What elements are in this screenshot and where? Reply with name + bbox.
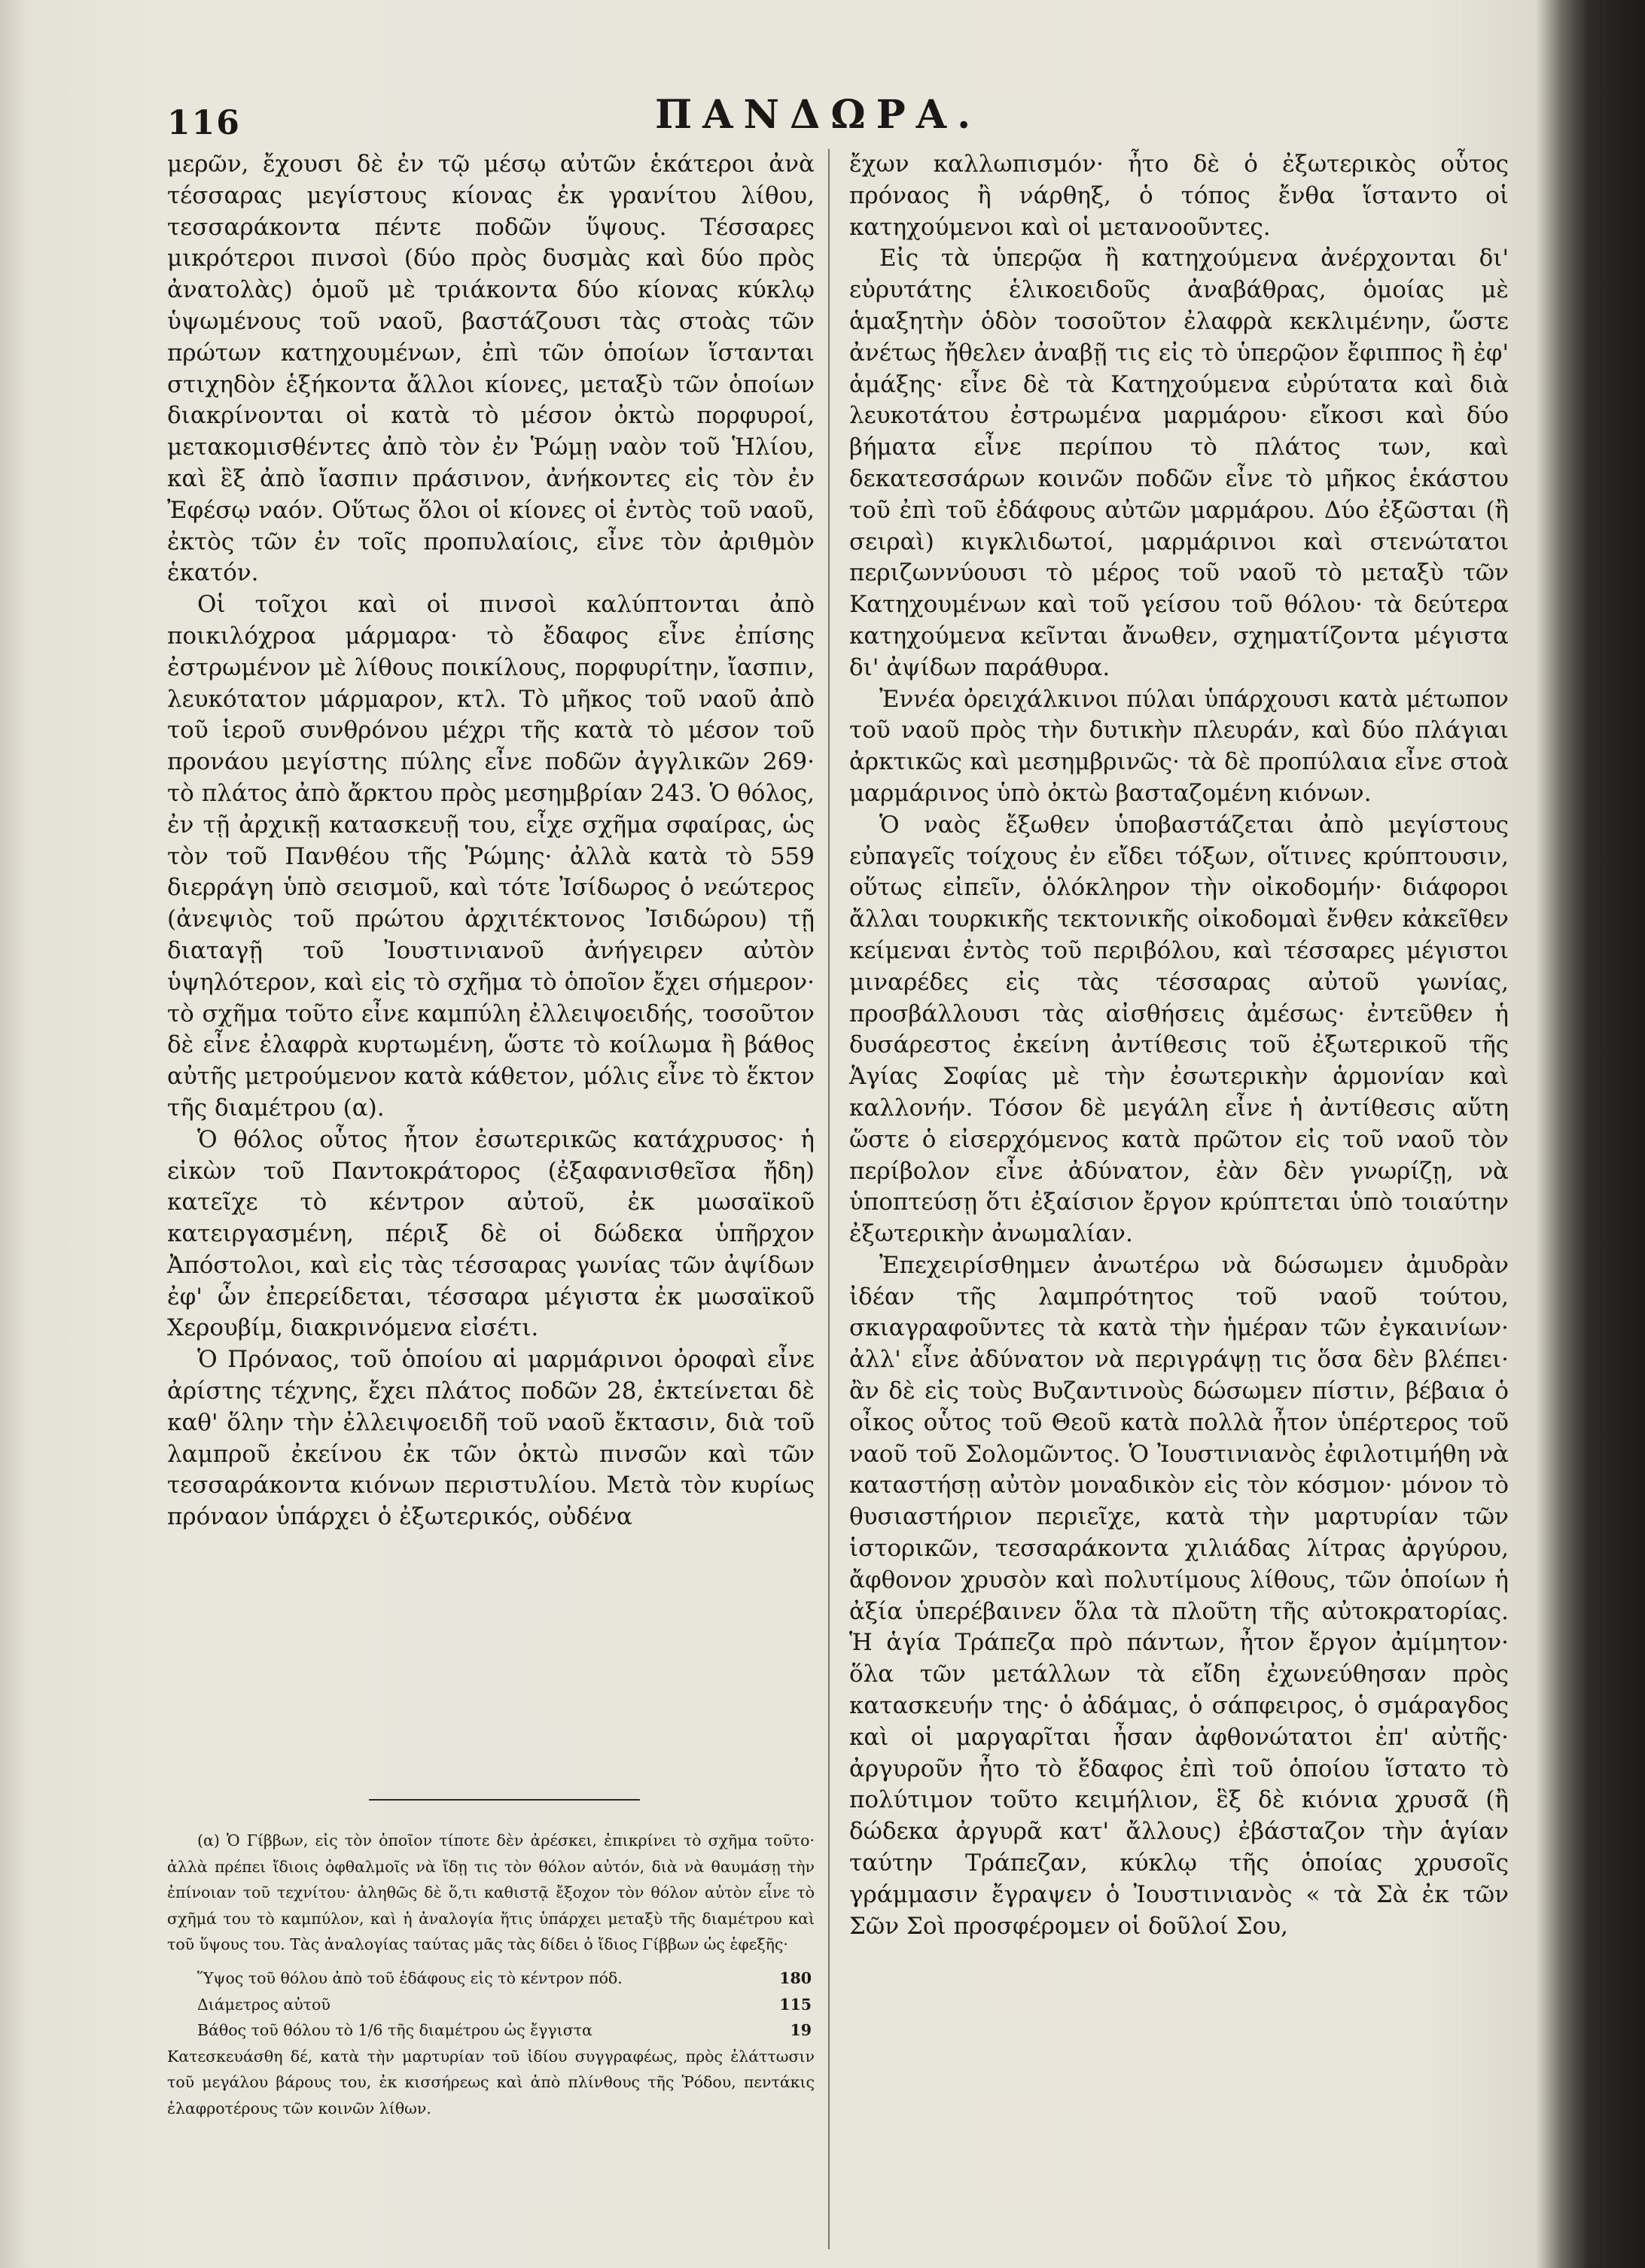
left-column — [167, 149, 815, 1533]
footnote-closing: Κατεσκευάσθη δέ, κατὰ τὴν μαρτυρίαν τοῦ ἰδίου συγγραφέως, πρὸς ἐλάττωσιν τοῦ μεγάλου βάρους του, ἐκ κισσήρεως καὶ ἀπὸ πλίνθους τῆς Ῥόδου, πεντάκις ἐλαφροτέρους τῶν κοινῶν λίθων. — [167, 2047, 815, 2117]
left-paragraph-2: Οἱ τοῖχοι καὶ οἱ πινσοὶ καλύπτονται ἀπὸ ποικιλόχροα μάρμαρα· τὸ ἔδαφος εἶνε ἐπίσης ἐστρωμένον μὲ λίθους ποικίλους, πορφυρίτην, ἴασπιν, λευκότατον μάρμαρον, κτλ. Τὸ μῆκος τοῦ ναοῦ ἀπὸ τοῦ ἱεροῦ συνθρόνου μέχρι τῆς κατὰ τὸ μέσον τοῦ προνάου μεγίστης πύλης εἶνε ποδῶν ἀγγλικῶν 269· τὸ πλάτος ἀπὸ ἄρκτου πρὸς μεσημβρίαν 243. Ὁ θόλος, ἐν τῇ ἀρχικῇ κατασκευῇ του, εἶχε σχῆμα σφαίρας, ὡς τὸν τοῦ Πανθέου τῆς Ῥώμης· ἀλλὰ κατὰ τὸ 559 διερράγη ὑπὸ σεισμοῦ, καὶ τότε Ἰσίδωρος ὁ νεώτερος (ἀνεψιὸς τοῦ πρώτου ἀρχιτέκτονος Ἰσιδώρου) τῇ διαταγῇ τοῦ Ἰουστινιανοῦ ἀνήγειρεν αὐτὸν ὑψηλότερον, καὶ εἰς τὸ σχῆμα τὸ ὁποῖον ἔχει σήμερον· τὸ σχῆμα τοῦτο εἶνε καμπύλη ἐλλειψοειδής, τοσοῦτον δὲ εἶνε ἐλαφρὰ κυρτωμένη, ὥστε τὸ κοίλωμα ἢ βάθος αὐτῆς μετρούμενον κατὰ κάθετον, μόλις εἶνε τὸ ἕκτον τῆς διαμέτρου (α). — [167, 591, 815, 1122]
left-paragraph-3: Ὁ θόλος οὗτος ἦτον ἐσωτερικῶς κατάχρυσος· ἡ εἰκὼν τοῦ Παντοκράτορος (ἐξαφανισθεῖσα ἤδη) κατεῖχε τὸ κέντρον αὐτοῦ, ἐκ μωσαϊκοῦ κατειργασμένη, πέριξ δὲ οἱ δώδεκα ὑπῆρχον Ἀπόστολοι, καὶ εἰς τὰς τέσσαρας γωνίας τῶν ἀψίδων ἐφ' ὧν ἐπερείδεται, τέσσαρα μέγιστα ἐκ μωσαϊκοῦ Χερουβίμ, διακρινόμενα εἰσέτι. — [167, 1125, 815, 1342]
right-paragraph-1: ἔχων καλλωπισμόν· ἦτο δὲ ὁ ἐξωτερικὸς οὗτος πρόναος ἢ νάρθηξ, ὁ τόπος ἔνθα ἵσταντο οἱ κατηχούμενοι καὶ οἱ μετανοοῦντες. — [849, 151, 1509, 241]
footnote-row-label: Διάμετρος αὐτοῦ — [197, 1995, 331, 2014]
footnote-text: (α) Ὁ Γίββων, εἰς τὸν ὁποῖον τίποτε δὲν ἀρέσκει, ἐπικρίνει τὸ σχῆμα τοῦτο· ἀλλὰ πρέπει ἴδιοις ὀφθαλμοῖς νὰ ἴδῃ τις τὸν θόλον αὐτόν, διὰ νὰ θαυμάσῃ τὴν ἐπίνοιαν τοῦ τεχνίτου· ἀληθῶς δὲ ὅ,τι καθιστᾷ ἔξοχον τὸν θόλον αὐτὸν εἶνε τὸ σχῆμά του τὸ καμπύλον, καὶ ἡ ἀναλογία ἥτις ὑπάρχει μεταξὺ τῆς διαμέτρου καὶ τοῦ ὕψους του. Τὰς ἀναλογίας ταύτας μᾶς τὰς δίδει ὁ ἴδιος Γίββων ὡς ἑφεξῆς· — [167, 1831, 815, 1954]
right-paragraph-4: Ὁ ναὸς ἔξωθεν ὑποβαστάζεται ἀπὸ μεγίστους εὐπαγεῖς τοίχους ἐν εἴδει τόξων, οἵτινες κρύπτουσιν, οὕτως εἰπεῖν, ὁλόκληρον τὴν οἰκοδομήν· διάφοροι ἄλλαι τουρκικῆς τεκτονικῆς οἰκοδομαὶ ἔνθεν κἀκεῖθεν κείμεναι ἐντὸς τοῦ περιβόλου, καὶ τέσσαρες μέγιστοι μιναρέδες εἰς τὰς τέσσαρας αὐτοῦ γωνίας, προσβάλλουσι τὰς αἰσθήσεις ἀμέσως· ἐντεῦθεν ἡ δυσάρεστος ἐκείνη ἀντίθεσις τοῦ ἐξωτερικοῦ τῆς Ἁγίας Σοφίας μὲ τὴν ἐσωτερικὴν ἁρμονίαν καὶ καλλονήν. Τόσον δὲ μεγάλη εἶνε ἡ ἀντίθεσις αὕτη ὥστε ὁ εἰσερχόμενος κατὰ πρῶτον εἰς τοῦ ναοῦ τὸν περίβολον εἶνε ἀδύνατον, ἐὰν δὲν γνωρίζῃ, νὰ ὑποπτεύσῃ ὅτι ἐξαίσιον ἔργον κρύπτεται ὑπὸ τοιαύτην ἐξωτερικὴν ἀνωμαλίαν. — [849, 811, 1509, 1248]
right-paragraph-5: Ἐπεχειρίσθημεν ἀνωτέρω νὰ δώσωμεν ἀμυδρὰν ἰδέαν τῆς λαμπρότητος τοῦ ναοῦ τούτου, σκιαγραφοῦντες τὰ κατὰ τὴν ἡμέραν τῶν ἐγκαινίων· ἀλλ' εἶνε ἀδύνατον νὰ περιγράψῃ τις ὅσα δὲν βλέπει· ἂν δὲ εἰς τοὺς Βυζαντινοὺς δώσωμεν πίστιν, βέβαια ὁ οἶκος οὗτος τοῦ Θεοῦ κατὰ πολλὰ ἦτον ὑπέρτερος τοῦ ναοῦ τοῦ Σολομῶντος. Ὁ Ἰουστινιανὸς ἐφιλοτιμήθη νὰ καταστήσῃ αὐτὸν μοναδικὸν εἰς τὸν κόσμον· μόνον τὸ θυσιαστήριον περιεῖχε, κατὰ τὴν μαρτυρίαν τῶν ἱστορικῶν, τεσσαράκοντα χιλιάδας λίτρας ἀργύρου, ἄφθονον χρυσὸν καὶ πολυτίμους λίθους, τῶν ὁποίων ἡ ἀξία ὑπερέβαινεν ὅλα τὰ πλοῦτη τῆς αὐτοκρατορίας. Ἡ ἁγία Τράπεζα πρὸ πάντων, ἦτον ἔργον ἀμίμητον· ὅλα τῶν μετάλλων τὰ εἴδη ἐχωνεύθησαν πρὸς κατασκευήν της· ὁ ἀδάμας, ὁ σάπφειρος, ὁ σμάραγδος καὶ οἱ μαργαρῖται ἦσαν ἀφθονώτατοι ἐπ' αὐτῆς· ἀργυροῦν ἦτο τὸ ἔδαφος ἐπὶ τοῦ ὁποίου ἵστατο τὸ πολύτιμον τοῦτο κειμήλιον, ἓξ δὲ κιόνια χρυσᾶ (ἢ δώδεκα ἀργυρᾶ κατ' ἄλλους) ἐβάσταζον τὴν ἁγίαν ταύτην Τράπεζαν, κύκλῳ τῆς ὁποίας χρυσοῖς γράμμασιν ἔγραψεν ὁ Ἰουστινιανὸς « τὰ Σὰ ἐκ τῶν Σῶν Σοὶ προσφέρομεν οἱ δοῦλοί Σου, — [849, 1251, 1509, 1940]
footnote-row-value: 115 — [779, 1995, 812, 2014]
footnote-row-value: 180 — [779, 1968, 812, 1987]
left-paragraph-4: Ὁ Πρόναος, τοῦ ὁποίου αἱ μαρμάρινοι ὀροφαὶ εἶνε ἀρίστης τέχνης, ἔχει πλάτος ποδῶν 28, ἐκτείνεται δὲ καθ' ὅλην τὴν ἐλλειψοειδῆ τοῦ ναοῦ ἔκτασιν, διὰ τοῦ λαμπροῦ ἐκείνου ἐκ τῶν ὀκτὼ πινσῶν καὶ τῶν τεσσαράκοντα κιόνων περιστυλίου. Μετὰ τὸν κυρίως πρόναον ὑπάρχει ὁ ἐξωτερικός, οὐδένα — [167, 1346, 815, 1531]
right-column — [849, 149, 1509, 1942]
footnote-row-depth — [167, 2017, 815, 2044]
footnotes — [167, 1828, 815, 2122]
footnote-row-height — [167, 1965, 815, 1992]
right-paragraph-2: Εἰς τὰ ὑπερῷα ἢ κατηχούμενα ἀνέρχονται δι' εὐρυτάτης ἑλικοειδοῦς ἀναβάθρας, ὁμοίας μὲ ἁμαξητὴν ὁδὸν τοσοῦτον ἐλαφρὰ κεκλιμένην, ὥστε ἀνέτως ἤθελεν ἀναβῇ τις εἰς τὸ ὑπερῷον ἔφιππος ἢ ἐφ' ἁμάξης· εἶνε δὲ τὰ Κατηχούμενα εὐρύτατα καὶ διὰ λευκοτάτου ἐστρωμένα μαρμάρου· εἴκοσι καὶ δύο βήματα εἶνε περίπου τὸ πλάτος των, καὶ δεκατεσσάρων κοινῶν ποδῶν εἶνε τὸ μῆκος ἑκάστου τοῦ ἐπὶ τοῦ ἐδάφους αὐτῶν μαρμάρου. Δύο ἐξῶσται (ἢ σειραὶ) κιγκλιδωτοί, μαρμάρινοι καὶ στενώτατοι περιζωννύουσι τὸ μέρος τοῦ ναοῦ τὸ μεταξὺ τῶν Κατηχουμένων καὶ τοῦ γείσου τοῦ θόλου· τὰ δεύτερα κατηχούμενα κεῖνται ἄνωθεν, σχηματίζοντα μέγιστα δι' ἀψίδων παράθυρα. — [849, 245, 1509, 681]
journal-title: ΠΑΝΔΩΡΑ. — [655, 92, 982, 138]
footnote-rule — [369, 1799, 640, 1801]
right-paragraph-3: Ἐννέα ὀρειχάλκινοι πύλαι ὑπάρχουσι κατὰ μέτωπον τοῦ ναοῦ πρὸς τὴν δυτικὴν πλευράν, καὶ δύο πλάγιαι ἀρκτικῶς καὶ μεσημβρινῶς· τὰ δὲ προπύλαια εἶνε στοὰ μαρμάρινος ὑπὸ ὀκτὼ βασταζομένη κιόνων. — [849, 685, 1509, 807]
left-paragraph-1: μερῶν, ἔχουσι δὲ ἐν τῷ μέσῳ αὐτῶν ἑκάτεροι ἀνὰ τέσσαρας μεγίστους κίονας ἐκ γρανίτου λίθου, τεσσαράκοντα πέντε ποδῶν ὕψους. Τέσσαρες μικρότεροι πινσοὶ (δύο πρὸς δυσμὰς καὶ δύο πρὸς ἀνατολὰς) ὁμοῦ μὲ τριάκοντα δύο κίονας κύκλῳ ὑψωμένους τοῦ ναοῦ, βαστάζουσι τὰς στοὰς τῶν πρώτων κατηχουμένων, ἐπὶ τῶν ὁποίων ἵστανται στιχηδὸν ἑξήκοντα ἄλλοι κίονες, μεταξὺ τῶν ὁποίων διακρίνονται οἱ κατὰ τὸ μέσον ὀκτὼ πορφυροί, μετακομισθέντες ἀπὸ τὸν ἐν Ῥώμῃ ναὸν τοῦ Ἡλίου, καὶ ἓξ ἀπὸ ἴασπιν πράσινον, ἀνήκοντες εἰς τὸν ἐν Ἐφέσῳ ναόν. Οὕτως ὅλοι οἱ κίονες οἱ ἐντὸς τοῦ ναοῦ, ἐκτὸς τῶν ἐν τοῖς προπυλαίοις, εἶνε τὸν ἀριθμὸν ἑκατόν. — [167, 151, 815, 587]
footnote-row-label: Ὕψος τοῦ θόλου ἀπὸ τοῦ ἐδάφους εἰς τὸ κέντρον πόδ. — [197, 1968, 623, 1987]
column-divider — [828, 149, 830, 2249]
footnote-row-diameter — [167, 1992, 815, 2018]
footnote-row-value: 19 — [790, 2021, 812, 2040]
footnote-row-label: Βάθος τοῦ θόλου τὸ 1/6 τῆς διαμέτρου ὡς ἔγγιστα — [197, 2021, 593, 2040]
page-number: 116 — [167, 104, 241, 142]
